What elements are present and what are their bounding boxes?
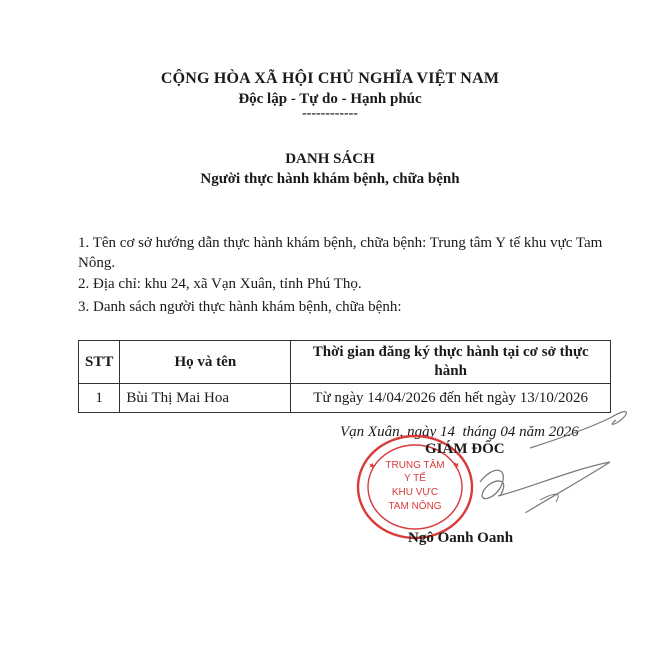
document-title: DANH SÁCH bbox=[285, 151, 375, 167]
signer-position: GIÁM ĐỐC bbox=[425, 441, 505, 457]
stamp-ring-mark: ★ bbox=[450, 459, 462, 471]
practitioner-list-item: 3. Danh sách người thực hành khám bệnh, chữa bệnh: bbox=[78, 299, 402, 315]
cell-period: Từ ngày 14/04/2026 đến hết ngày 13/10/2026 bbox=[291, 384, 611, 413]
signature-stroke bbox=[530, 412, 626, 448]
document-subtitle: Người thực hành khám bệnh, chữa bệnh bbox=[200, 171, 460, 187]
date-year-label: năm bbox=[515, 424, 549, 440]
stamp-ring-mark: ★ bbox=[366, 460, 378, 472]
signing-place: Vạn Xuân bbox=[340, 424, 400, 440]
signature-stroke bbox=[498, 462, 610, 512]
facility-name-item: 1. Tên cơ sở hướng dẫn thực hành khám bệnh, chữa bệnh: Trung tâm Y tế khu vực Tam Nông. bbox=[78, 235, 603, 271]
stamp-line-4: TAM NÔNG bbox=[388, 501, 442, 512]
handwritten-signature bbox=[380, 400, 660, 550]
stamp-line-1: TRUNG TÂM bbox=[385, 460, 445, 471]
date-day: 14 bbox=[440, 424, 455, 440]
header-separator: ------------ bbox=[302, 106, 358, 121]
date-year: 2026 bbox=[548, 424, 579, 440]
cell-stt: 1 bbox=[79, 384, 120, 413]
national-title: CỘNG HÒA XÃ HỘI CHỦ NGHĨA VIỆT NAM bbox=[160, 70, 500, 87]
column-header-period: Thời gian đăng ký thực hành tại cơ sở thực hành bbox=[291, 341, 611, 384]
stamp-line-3: KHU VỰC bbox=[391, 487, 439, 498]
date-day-label: , ngày bbox=[399, 424, 440, 440]
column-header-name: Họ và tên bbox=[120, 341, 291, 384]
stamp-line-2: Y TẾ bbox=[404, 473, 426, 484]
cell-name: Bùi Thị Mai Hoa bbox=[120, 384, 291, 413]
address-item: 2. Địa chỉ: khu 24, xã Vạn Xuân, tỉnh Phú Thọ. bbox=[78, 276, 362, 292]
signer-name: Ngô Oanh Oanh bbox=[408, 530, 514, 546]
table-header-row bbox=[79, 341, 611, 384]
national-motto: Độc lập - Tự do - Hạnh phúc bbox=[238, 91, 422, 107]
date-month-label: tháng bbox=[455, 424, 501, 440]
column-header-stt: STT bbox=[79, 341, 120, 384]
signature-stroke bbox=[480, 470, 504, 498]
date-month: 04 bbox=[500, 424, 516, 440]
